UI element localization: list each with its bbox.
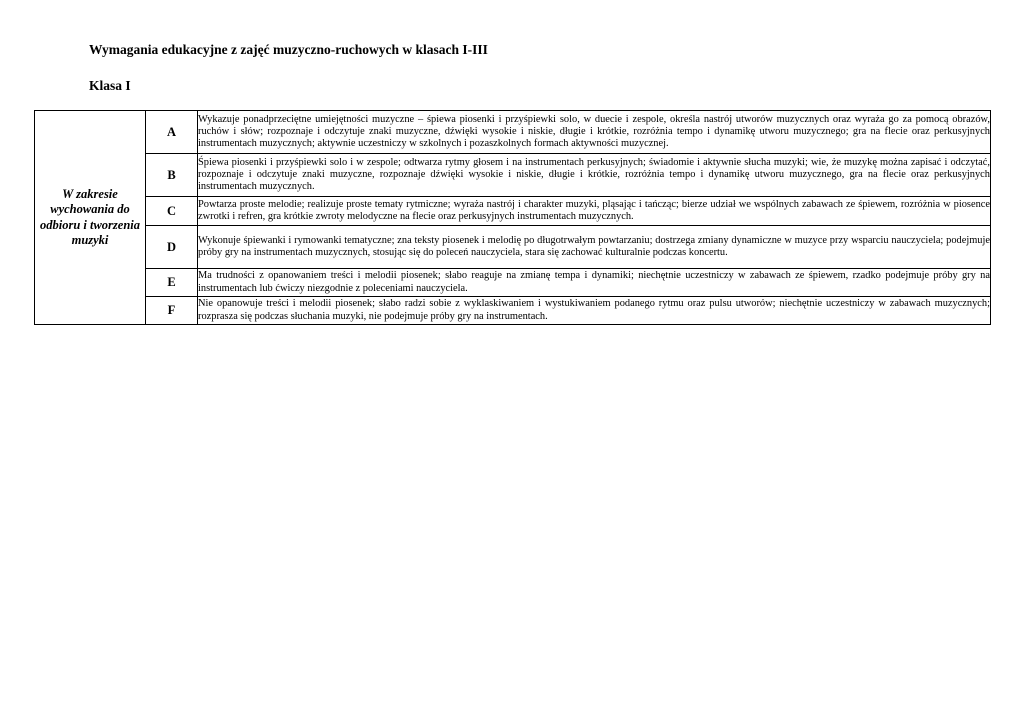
grade-letter: C [166, 203, 177, 218]
table-row [35, 197, 991, 226]
grade-cell [146, 297, 198, 325]
scope-cell [35, 111, 146, 325]
class-title: Klasa I [89, 78, 131, 93]
grade-cell [146, 111, 198, 154]
grade-cell [146, 226, 198, 269]
table-row [35, 154, 991, 197]
table-row [35, 269, 991, 297]
grade-cell [146, 197, 198, 226]
table-row [35, 111, 991, 154]
description-cell: Śpiewa piosenki i przyśpiewki solo i w zespole; odtwarza rytmy głosem i na instrumentach perkusyjnych; świadomie i aktywnie słucha muzyki; wie, że muzykę można zapisać i odczytać, rozpoznaje i odczytuje znaki muzyczne, rozpoznaje dźwięki wysokie i niskie, długie i krótkie, rozróżnia tempo i dynamikę utworu muzycznego, gra na flecie oraz perkusyjnych instrumentach muzycznych. [198, 154, 991, 197]
requirements-table [34, 110, 991, 325]
grade-letter: A [166, 124, 177, 139]
grade-letter: D [166, 239, 177, 254]
grade-cell [146, 154, 198, 197]
description-cell: Ma trudności z opanowaniem treści i melodii piosenek; słabo reaguje na zmianę tempa i dynamiki; niechętnie uczestniczy w zabawach ze śpiewem, rzadko podejmuje próby gry na instrumentach lub ćwiczy niezgodnie z poleceniami nauczyciela. [198, 269, 991, 297]
description-cell: Wykazuje ponadprzeciętne umiejętności muzyczne – śpiewa piosenki i przyśpiewki solo, w duecie i zespole, określa nastrój utworów muzycznych oraz wyraża go za pomocą obrazów, ruchów i słów; rozpoznaje i odczytuje znaki muzyczne, dźwięki wysokie i niskie, długie i krótkie, rozróżnia tempo i dynamikę utworu muzycznego; gra na flecie oraz perkusyjnych instrumentach muzycznych; aktywnie uczestniczy w szkolnych i pozaszkolnych formach aktywności muzycznej. [198, 111, 991, 154]
description-cell: Wykonuje śpiewanki i rymowanki tematyczne; zna teksty piosenek i melodię po długotrwałym powtarzaniu; dostrzega zmiany dynamiczne w muzyce przy wsparciu nauczyciela; podejmuje próby gry na instrumentach muzycznych, stosując się do poleceń nauczyciela, stara się zachować kulturalnie podczas koncertu. [198, 226, 991, 269]
grade-cell [146, 269, 198, 297]
description-cell: Nie opanowuje treści i melodii piosenek; słabo radzi sobie z wyklaskiwaniem i wystukiwaniem podanego rytmu oraz pulsu utworów; niechętnie uczestniczy w zabawach muzycznych; rozprasza się podczas słuchania muzyki, nie podejmuje próby gry na instrumentach. [198, 297, 991, 325]
document-title: Wymagania edukacyjne z zajęć muzyczno-ruchowych w klasach I-III [89, 42, 488, 57]
description-cell: Powtarza proste melodie; realizuje proste tematy rytmiczne; wyraża nastrój i charakter muzyki, pląsając i tańcząc; bierze udział we wspólnych zabawach ze śpiewem, rozróżnia w piosence zwrotki i refren, gra krótkie zwroty melodyczne na flecie oraz perkusyjnych instrumentach muzycznych. [198, 197, 991, 226]
grade-letter: B [167, 167, 176, 182]
table-row [35, 297, 991, 325]
scope-label: W zakresie wychowania do odbioru i tworzenia muzyki [39, 186, 141, 247]
grade-letter: F [167, 303, 176, 317]
grade-letter: E [167, 275, 176, 289]
table-row [35, 226, 991, 269]
